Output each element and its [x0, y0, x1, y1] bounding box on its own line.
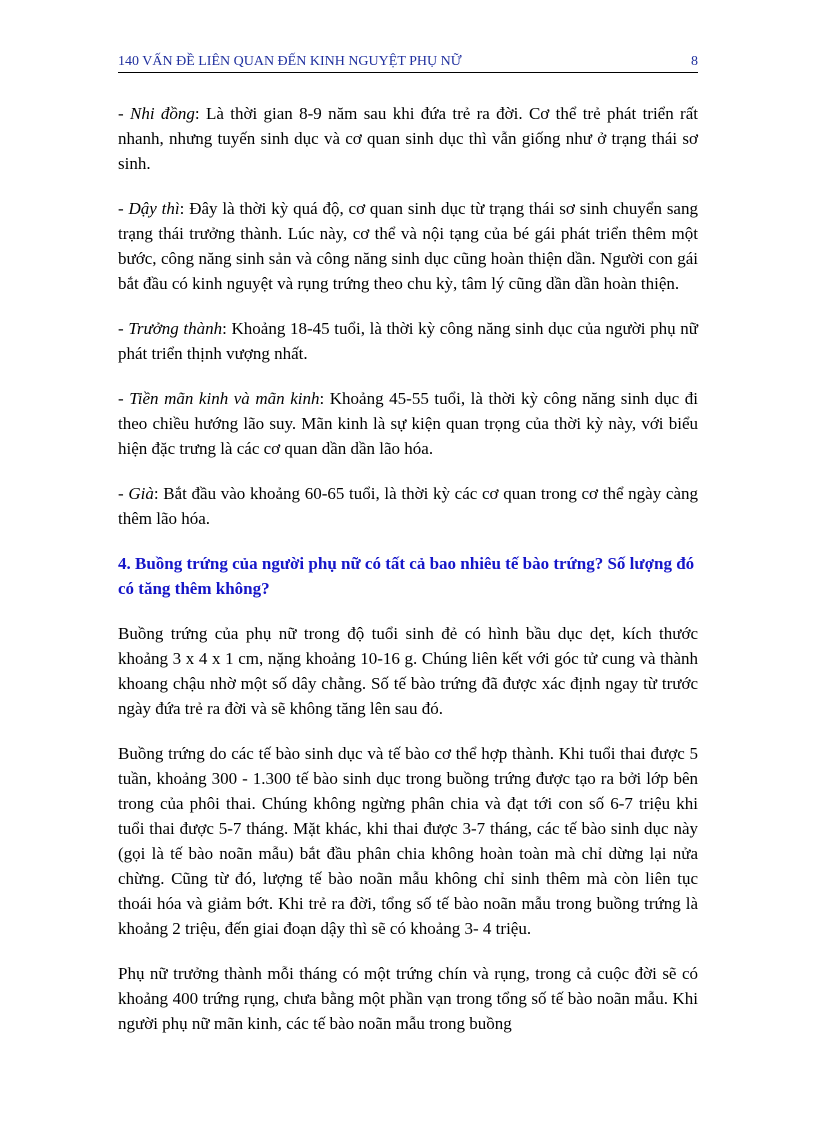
stage-prefix: - — [118, 484, 129, 503]
page-content — [118, 101, 698, 1036]
stage-prefix: - — [118, 319, 129, 338]
stage-paragraph-truong-thanh — [118, 316, 698, 366]
stage-prefix: - — [118, 104, 130, 123]
section-heading: 4. Buồng trứng của người phụ nữ có tất cả bao nhiêu tế bào trứng? Số lượng đó có tăng thêm không? — [118, 554, 695, 598]
stage-term: Trưởng thành — [128, 319, 223, 338]
stage-term: Tiền mãn kinh và mãn kinh — [129, 389, 320, 408]
stage-paragraph-day-thi — [118, 196, 698, 296]
body-paragraph: Phụ nữ trưởng thành mỗi tháng có một trứng chín và rụng, trong cả cuộc đời sẽ có khoảng 400 trứng rụng, chưa bằng một phần vạn trong tổng số tế bào noãn mẫu. Khi người phụ nữ mãn kinh, các tế bào noãn mẫu trong buồng — [118, 964, 698, 1033]
stage-paragraph-nhi-dong — [118, 101, 698, 176]
stage-text: : Bắt đầu vào khoảng 60-65 tuổi, là thời kỳ các cơ quan trong cơ thể ngày càng thêm lão hóa. — [118, 484, 698, 528]
stage-text: : Đây là thời kỳ quá độ, cơ quan sinh dục từ trạng thái sơ sinh chuyển sang trạng thái trưởng thành. Lúc này, cơ thể và nội tạng của bé gái phát triển thêm một bước, công năng sinh sản và công năng sinh dục cũng hoàn thiện dần. Người con gái bắt đầu có kinh nguyệt và rụng trứng theo chu kỳ, tâm lý cũng dần dần hoàn thiện. — [118, 199, 698, 293]
stage-paragraph-gia — [118, 481, 698, 531]
document-page — [118, 0, 698, 1056]
running-header — [118, 50, 698, 73]
header-page-number: 8 — [691, 54, 698, 69]
stage-term: Già — [128, 484, 154, 503]
stage-term: Nhi đồng — [130, 104, 195, 123]
stage-text: : Là thời gian 8-9 năm sau khi đứa trẻ ra đời. Cơ thể trẻ phát triển rất nhanh, nhưng tuyến sinh dục và cơ quan sinh dục thì vẫn giống như ở trạng thái sơ sinh. — [118, 104, 698, 173]
stage-text: : Khoảng 18-45 tuổi, là thời kỳ công năng sinh dục của người phụ nữ phát triển thịnh vượng nhất. — [118, 319, 698, 363]
stage-paragraph-man-kinh — [118, 386, 698, 461]
stage-text: : Khoảng 45-55 tuổi, là thời kỳ công năng sinh dục đi theo chiều hướng lão suy. Mãn kinh là sự kiện quan trọng của thời kỳ này, với biểu hiện đặc trưng là các cơ quan dần dần lão hóa. — [118, 389, 698, 458]
body-paragraph: Buồng trứng do các tế bào sinh dục và tế bào cơ thể hợp thành. Khi tuổi thai được 5 tuần, khoảng 300 - 1.300 tế bào sinh dục trong buồng trứng được tạo ra bởi lớp bên trong của phôi thai. Chúng không ngừng phân chia và đạt tới con số 6-7 triệu khi tuổi thai được 5-7 tháng. Mặt khác, khi thai được 3-7 tháng, các tế bào sinh dục này (gọi là tế bào noãn mẫu) bắt đầu phân chia không hoàn toàn mà chỉ dừng lại nửa chừng. Cũng từ đó, lượng tế bào noãn mẫu không chỉ sinh thêm mà còn liên tục thoái hóa và giảm bớt. Khi trẻ ra đời, tổng số tế bào noãn mẫu trong buồng trứng là khoảng 2 triệu, đến giai đoạn dậy thì sẽ có khoảng 3- 4 triệu. — [118, 744, 698, 938]
stage-term: Dậy thì — [128, 199, 180, 218]
stage-prefix: - — [118, 199, 129, 218]
stage-prefix: - — [118, 389, 130, 408]
body-paragraph: Buồng trứng của phụ nữ trong độ tuổi sinh đẻ có hình bầu dục dẹt, kích thước khoảng 3 x 4 x 1 cm, nặng khoảng 10-16 g. Chúng liên kết với góc tử cung và thành khoang chậu nhờ một số dây chằng. Số tế bào trứng đã được xác định ngay từ trước ngày đứa trẻ ra đời và sẽ không tăng lên sau đó. — [118, 624, 698, 718]
header-title: 140 VẤN ĐỀ LIÊN QUAN ĐẾN KINH NGUYỆT PHỤ NỮ — [118, 54, 462, 69]
